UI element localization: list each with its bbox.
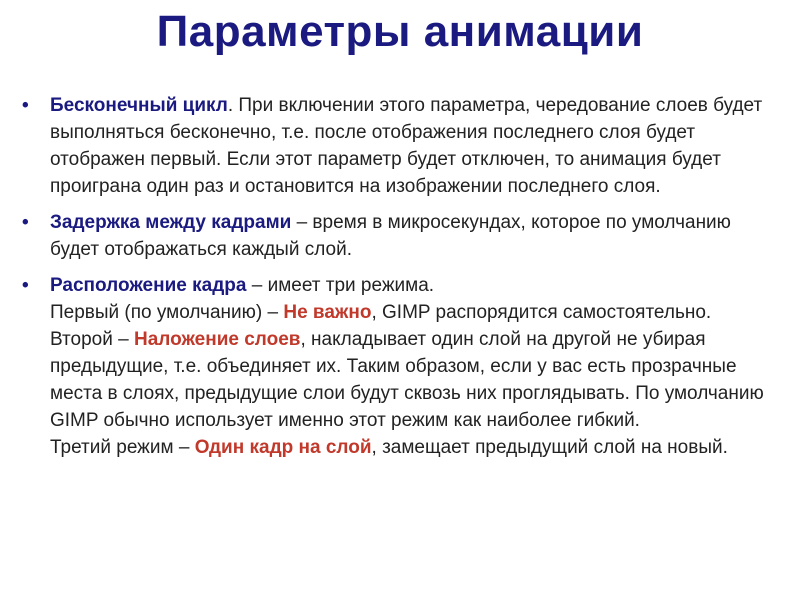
slide-title: Параметры анимации [156, 7, 644, 56]
bullet-list [22, 92, 782, 470]
bullet-icon: • [22, 212, 29, 233]
bullet-icon: • [22, 95, 29, 116]
term-infinite-loop: Бесконечный цикл [50, 95, 228, 116]
mode-third-suffix: , замещает предыдущий слой на новый. [371, 437, 728, 458]
bullet-item-frame-delay [22, 209, 782, 263]
mode-second-prefix: Второй – [50, 329, 134, 350]
description-frame-delay: – время в микросекундах, которое по умолчанию будет отображаться каждый слой. [50, 212, 731, 260]
mode-third [50, 434, 782, 461]
term-frame-disposal: Расположение кадра [50, 275, 247, 296]
bullet-item-infinite-loop [22, 92, 782, 200]
frame-disposal-intro [50, 272, 782, 299]
bullet-icon: • [22, 275, 29, 296]
mode-first [50, 299, 782, 326]
description-frame-disposal: – имеет три режима. [246, 275, 435, 296]
mode-third-name: Один кадр на слой [194, 437, 372, 458]
mode-first-prefix: Первый (по умолчанию) – [50, 302, 284, 323]
bullet-item-frame-disposal [22, 272, 782, 461]
mode-third-prefix: Третий режим – [50, 437, 195, 458]
description-infinite-loop: . При включении этого параметра, чередование слоев будет выполняться бесконечно, т.е. после отображения последнего слоя будет отображен первый. Если этот параметр будет отключен, то анимация будет проиграна один раз и остановится на изображении последнего слоя. [50, 95, 763, 197]
mode-second-name: Наложение слоев [133, 329, 301, 350]
mode-first-suffix: , GIMP распорядится самостоятельно. [371, 302, 712, 323]
mode-first-name: Не важно [283, 302, 372, 323]
mode-second [50, 326, 782, 434]
mode-second-suffix: , накладывает один слой на другой не убирая предыдущие, т.е. объединяет их. Таким образом, если у вас есть прозрачные места в слоях, предыдущие слои будут сквозь них проглядывать. По умолчанию GIMP обычно использует именно этот режим как наиболее гибкий. [50, 329, 764, 431]
term-frame-delay: Задержка между кадрами [50, 212, 292, 233]
